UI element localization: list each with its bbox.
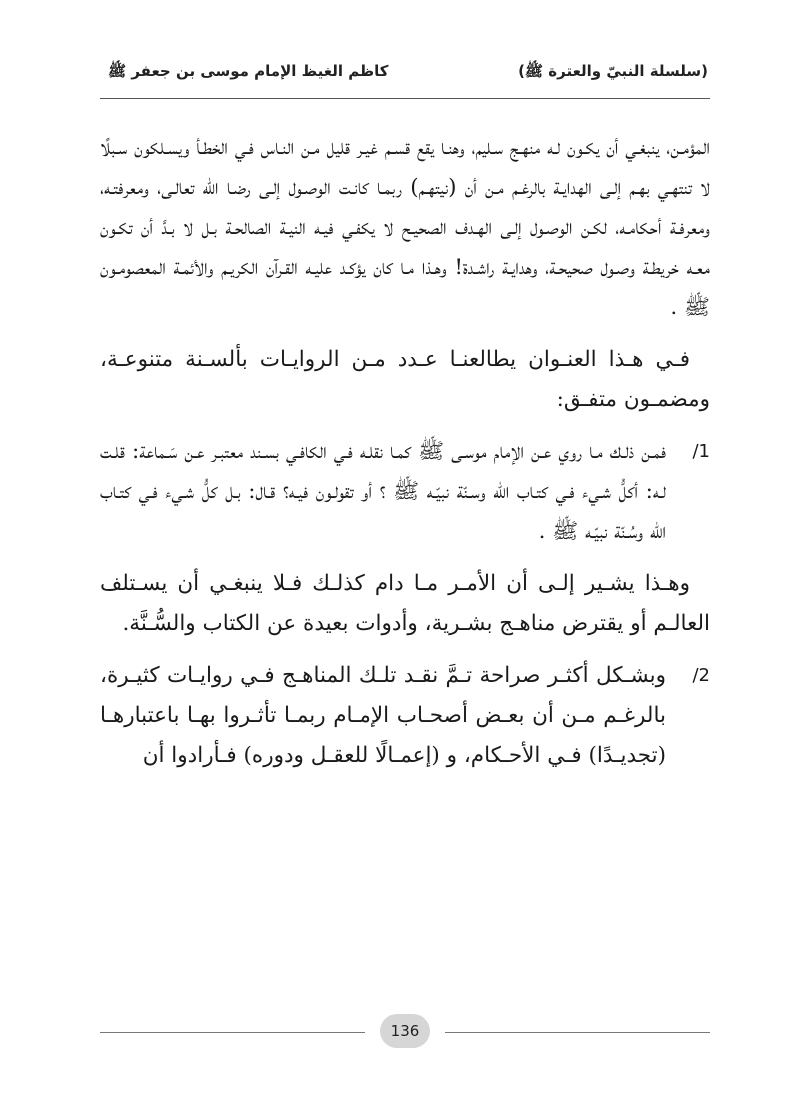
paragraph-2: فـي هـذا العنـوان يطالعنـا عـدد مـن الروايـات بألسـنة متنوعـة، ومضمـون متفـق:: [100, 347, 710, 412]
book-title: كاظم الغيظ الإمام موسى بن جعفر ﷺ: [108, 62, 389, 80]
paragraph-1: المؤمـن، ينبغـي أن يكـون لـه منهـج سـليم، وهنـا يقع قسـم غيـر قليل مـن النـاس فـي الخطـأ ويسـلكون سـبلًا لا تنتهـي بهـم إلـى الهدايـة بالرغـم مـن أن (نيتهـم) ربمـا كانـت الوصـول إلـى رضـا الله تعالـى، ومعرفتـه، ومعرفـة أحكامـه، لكـن الوصـول إلـى الهـدف الصحيـح لا يكفـي فيـه النيـة الصالحـة بـل لا بـدَّ أن تكـون معـه خريطـة وصـول صحيحـة، وهدايـة راشـدة! وهـذا مـا كان يؤكـد عليـه القـرآن الكريـم والأئمـة المعصومـون ﷺ .: [100, 135, 710, 320]
header-divider: [100, 98, 710, 99]
running-header: [108, 58, 708, 88]
paragraph-3: وهـذا يشـير إلـى أن الأمـر مـا دام كذلـك فـلا ينبغـي أن يسـتلف العالـم أو يقترض مناهـج بشـرية، وأدوات بعيدة عن الكتاب والسُّـنَّة.: [100, 571, 710, 636]
item-text-2: وبشـكل أكثـر صراحة تـمَّ نقـد تلـك المناهـج فـي روايـات كثيـرة، بالرغـم مـن أن بعـض أصحـاب الإمـام ربمـا تأثـروا بهـا باعتبارهـا (تجديـدًا) فـي الأحـكام، و (إعمـالًا للعقـل ودوره) فـأرادوا أن: [100, 663, 666, 768]
footer-rule-right: [445, 1032, 710, 1033]
numbered-item-1: [100, 432, 710, 552]
footer-rule-left: [100, 1032, 365, 1033]
numbered-item-2: [100, 656, 710, 776]
item-text-1: فمـن ذلـك مـا روي عـن الإمام موسـى ﷺ كمـا نقلـه فـي الكافـي بسـند معتبـر عـن سَـماعة: قلـت لـه: أكلُّ شـيء فـي كتـاب الله وسـنّة نبيّـه ﷺ ؟ أو تقولـون فيـه؟ قـال: بـل كلُّ شـيء فـي كتـاب الله وسُـنّة نبيّـه ﷺ .: [100, 439, 666, 544]
page-body: [100, 128, 710, 788]
page-footer: [100, 1012, 710, 1052]
series-title: (سلسلة النبيّ والعترة ﷺ): [518, 62, 708, 80]
page-number-badge: 136: [380, 1014, 430, 1048]
item-number-2: /2: [692, 665, 710, 686]
item-number-1: /1: [692, 441, 710, 462]
